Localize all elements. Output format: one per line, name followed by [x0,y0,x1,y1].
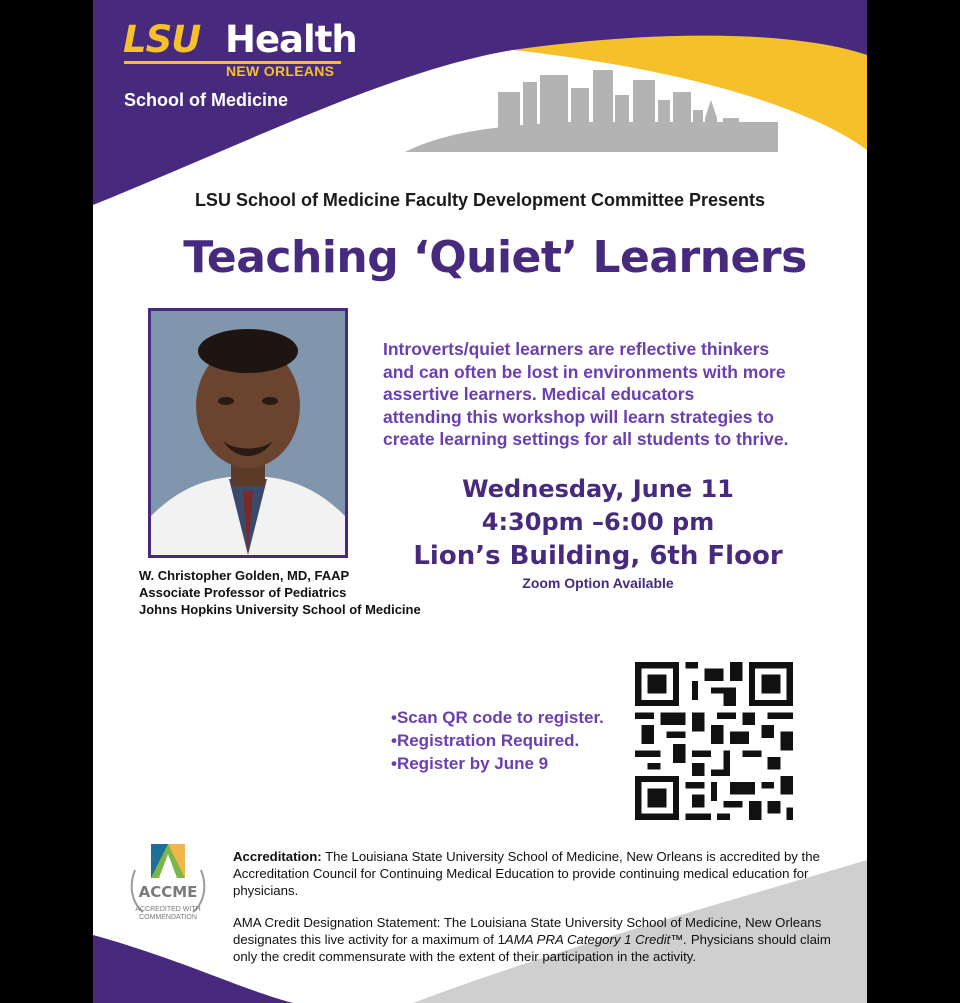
description-line: Introverts/quiet learners are reflective thinkers [383,339,770,359]
event-time: 4:30pm –6:00 pm [481,508,715,536]
description-line: create learning settings for all students to thrive. [383,429,789,449]
accreditation-statement [233,848,833,899]
ama-intro: AMA Credit Designation Statement: The Louisiana State University School of Medicine, New Orleans designates this live activity for a maximum of 1 [233,915,822,947]
health-logo-text: Health [225,18,357,61]
ama-credit-statement [233,914,833,965]
speaker-institution: Johns Hopkins University School of Medicine [139,602,421,617]
event-description [383,338,833,451]
flyer [93,0,867,1003]
ama-tail: Physicians should claim only the credit commensurate with the extent of their participation in the activity. [233,932,831,964]
description-line: attending this workshop will learn strategies to [383,406,774,427]
presents-line: LSU School of Medicine Faculty Development Committee Presents [194,190,766,210]
registration-item: •Registration Required. [391,731,580,750]
school-of-medicine-label: School of Medicine [124,90,289,110]
accme-sub-line: ACCREDITED WITH [135,906,201,913]
accreditation-text: The Louisiana State University School of Medicine, New Orleans is accredited by the Accreditation Council for Continuing Medical Education to provide continuing medical education for physicians. [233,849,820,898]
event-date: Wednesday, June 11 [462,475,734,503]
speaker-position: Associate Professor of Pediatrics [139,585,347,600]
accme-subtitle [123,906,213,922]
zoom-option: Zoom Option Available [522,575,674,591]
event-location: Lion’s Building, 6th Floor [413,541,783,571]
registration-item: •Register by June 9 [391,754,549,773]
accme-label: ACCME [138,883,198,901]
registration-qr-code[interactable] [634,662,794,820]
description-line: and can often be lost in environments with more [383,361,786,382]
speaker-photo [148,308,348,558]
registration-item: •Scan QR code to register. [391,708,604,727]
accreditation-label: Accreditation: [233,849,322,864]
registration-list [391,706,604,775]
ama-credit: AMA PRA Category 1 Credit™. [504,932,688,947]
speaker-name: W. Christopher Golden, MD, FAAP [139,568,350,583]
new-orleans-label: NEW ORLEANS [226,63,335,79]
speaker-info [139,567,421,618]
lsu-logo-text: LSU [123,18,201,61]
speaker-portrait-image [151,311,345,555]
accme-sub-line: COMMENDATION [139,914,197,921]
description-line: assertive learners. Medical educators [383,384,695,404]
event-title: Teaching ‘Quiet’ Learners [183,232,807,283]
